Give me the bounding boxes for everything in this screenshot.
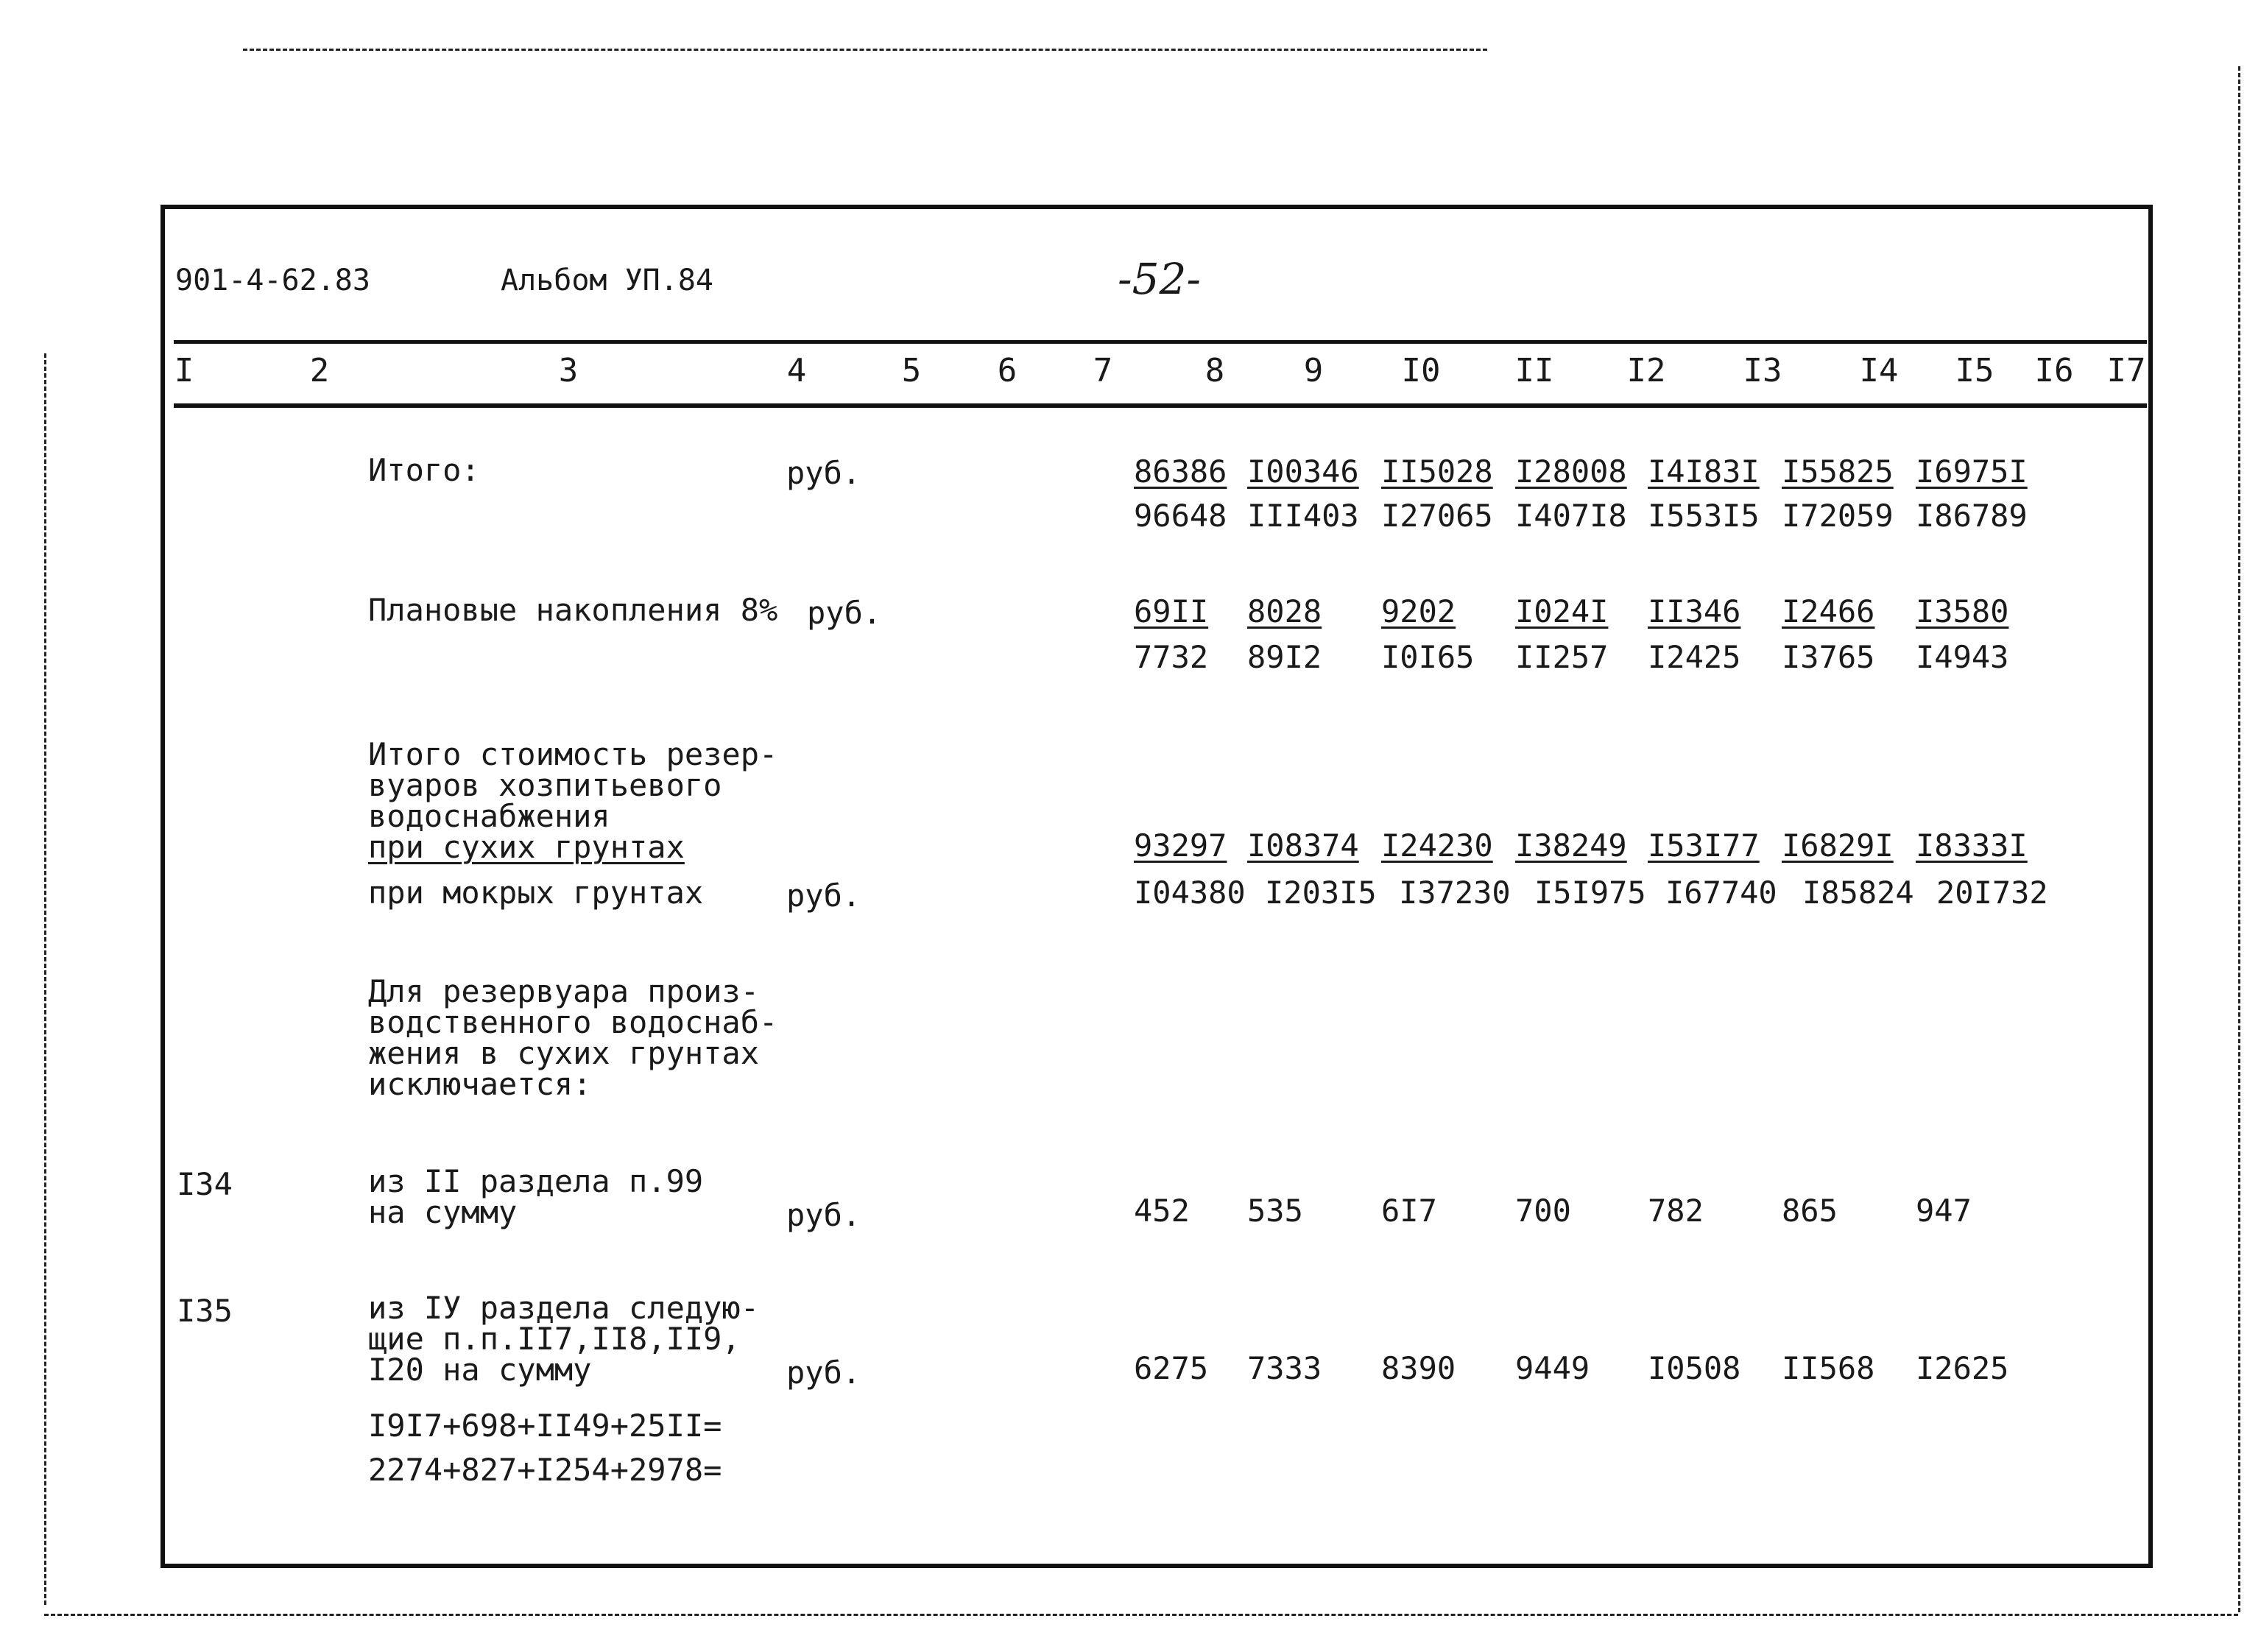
value-cell: 9449 [1515, 1350, 1590, 1386]
row-label-135: I20 на сумму [368, 1352, 592, 1388]
value-cell: I6829I [1782, 827, 1894, 864]
wet-soil-label: при мокрых грунтах [368, 875, 704, 911]
value-cell: 9202 [1381, 593, 1456, 629]
value-cell: I2425 [1648, 639, 1741, 675]
row-number: I35 [177, 1293, 233, 1329]
value-cell: I00346 [1247, 453, 1359, 490]
value-cell: I04380 [1134, 875, 1246, 911]
value-cell: I08374 [1247, 827, 1359, 864]
column-number: 4 [786, 352, 807, 389]
value-cell: 947 [1916, 1193, 1972, 1229]
value-cell: I5I975 [1534, 875, 1646, 911]
value-cell: I38249 [1515, 827, 1627, 864]
value-cell: II257 [1515, 639, 1609, 675]
column-number: I3 [1743, 352, 1782, 389]
value-cell: 452 [1134, 1193, 1190, 1229]
column-number: 2 [309, 352, 330, 389]
unit-label: руб. [786, 1355, 861, 1391]
row-label-itogo-stoimost: Итого стоимость резер- [368, 736, 778, 772]
header-rule [174, 340, 2147, 344]
column-number: I0 [1401, 352, 1441, 389]
scan-artifact-left [44, 353, 46, 1605]
value-cell: 6275 [1134, 1350, 1209, 1386]
value-cell: 6I7 [1381, 1193, 1437, 1229]
value-cell: 8028 [1247, 593, 1322, 629]
value-cell: I8333I [1916, 827, 2028, 864]
value-cell: I3580 [1916, 593, 2009, 629]
document-code: 901-4-62.83 [175, 264, 370, 297]
value-cell: I203I5 [1265, 875, 1377, 911]
value-cell: I4943 [1916, 639, 2009, 675]
scan-artifact-right [2238, 66, 2240, 1612]
row-label-135: щие п.п.II7,II8,II9, [368, 1321, 741, 1357]
value-cell: II568 [1782, 1350, 1875, 1386]
value-cell: I2466 [1782, 593, 1875, 629]
section-note: исключается: [368, 1066, 592, 1102]
column-number: I7 [2106, 352, 2146, 389]
value-cell: 700 [1515, 1193, 1571, 1229]
unit-label: руб. [786, 878, 861, 914]
unit-label: руб. [807, 595, 882, 631]
value-cell: 7333 [1247, 1350, 1322, 1386]
album-title: Альбом УП.84 [501, 264, 713, 297]
value-cell: II346 [1648, 593, 1741, 629]
column-number: I4 [1859, 352, 1899, 389]
column-number: I2 [1626, 352, 1666, 389]
formula-line: 2274+827+I254+2978= [368, 1452, 722, 1488]
value-cell: I53I77 [1648, 827, 1760, 864]
value-cell: I72059 [1782, 498, 1894, 534]
column-number: I5 [1955, 352, 1994, 389]
value-cell: 535 [1247, 1193, 1303, 1229]
column-header-rule [174, 403, 2147, 408]
row-label-134: на сумму [368, 1194, 518, 1230]
value-cell: 8390 [1381, 1350, 1456, 1386]
page-number: -52- [1118, 254, 1201, 304]
value-cell: 7732 [1134, 639, 1209, 675]
column-number: 9 [1303, 352, 1324, 389]
value-cell: 20I732 [1936, 875, 2048, 911]
column-number: I6 [2034, 352, 2074, 389]
value-cell: I55825 [1782, 453, 1894, 490]
value-cell: 96648 [1134, 498, 1227, 534]
value-cell: I3765 [1782, 639, 1875, 675]
column-number: I [174, 352, 194, 389]
value-cell: 86386 [1134, 453, 1227, 490]
scan-artifact-bottom [44, 1614, 2238, 1616]
value-cell: I2625 [1916, 1350, 2009, 1386]
value-cell: I67740 [1665, 875, 1777, 911]
unit-label: руб. [786, 1197, 861, 1233]
value-cell: 782 [1648, 1193, 1704, 1229]
section-note: Для резервуара произ- [368, 973, 760, 1009]
column-number: 8 [1204, 352, 1225, 389]
row-label-134: из II раздела п.99 [368, 1163, 704, 1199]
scan-artifact-top [243, 49, 1487, 51]
value-cell: I0508 [1648, 1350, 1741, 1386]
value-cell: I85824 [1802, 875, 1914, 911]
value-cell: I6975I [1916, 453, 2028, 490]
value-cell: II5028 [1381, 453, 1493, 490]
value-cell: 89I2 [1247, 639, 1322, 675]
value-cell: I86789 [1916, 498, 2028, 534]
unit-label: руб. [786, 455, 861, 491]
column-number: 3 [558, 352, 579, 389]
value-cell: I4I83I [1648, 453, 1760, 490]
column-number: II [1514, 352, 1554, 389]
column-number: 5 [901, 352, 922, 389]
row-label-itogo-stoimost: вуаров хозпитьевого [368, 767, 722, 803]
row-number: I34 [177, 1166, 233, 1202]
value-cell: I24230 [1381, 827, 1493, 864]
value-cell: I27065 [1381, 498, 1493, 534]
value-cell: I024I [1515, 593, 1609, 629]
section-note: жения в сухих грунтах [368, 1035, 760, 1071]
value-cell: 69II [1134, 593, 1209, 629]
value-cell: I0I65 [1381, 639, 1475, 675]
value-cell: 865 [1782, 1193, 1838, 1229]
row-label-135: из IУ раздела следую- [368, 1290, 760, 1326]
formula-line: I9I7+698+II49+25II= [368, 1408, 722, 1444]
value-cell: III403 [1247, 498, 1359, 534]
value-cell: I28008 [1515, 453, 1627, 490]
section-note: водственного водоснаб- [368, 1004, 778, 1040]
column-number: 7 [1093, 352, 1113, 389]
dry-soil-label: при сухих грунтах [368, 829, 685, 865]
row-label-planovye: Плановые накопления 8% [368, 592, 778, 628]
row-label-itogo: Итого: [368, 452, 480, 488]
row-label-itogo-stoimost: водоснабжения [368, 798, 610, 834]
column-number: 6 [997, 352, 1017, 389]
value-cell: 93297 [1134, 827, 1227, 864]
value-cell: I407I8 [1515, 498, 1627, 534]
value-cell: I37230 [1399, 875, 1511, 911]
value-cell: I553I5 [1648, 498, 1760, 534]
